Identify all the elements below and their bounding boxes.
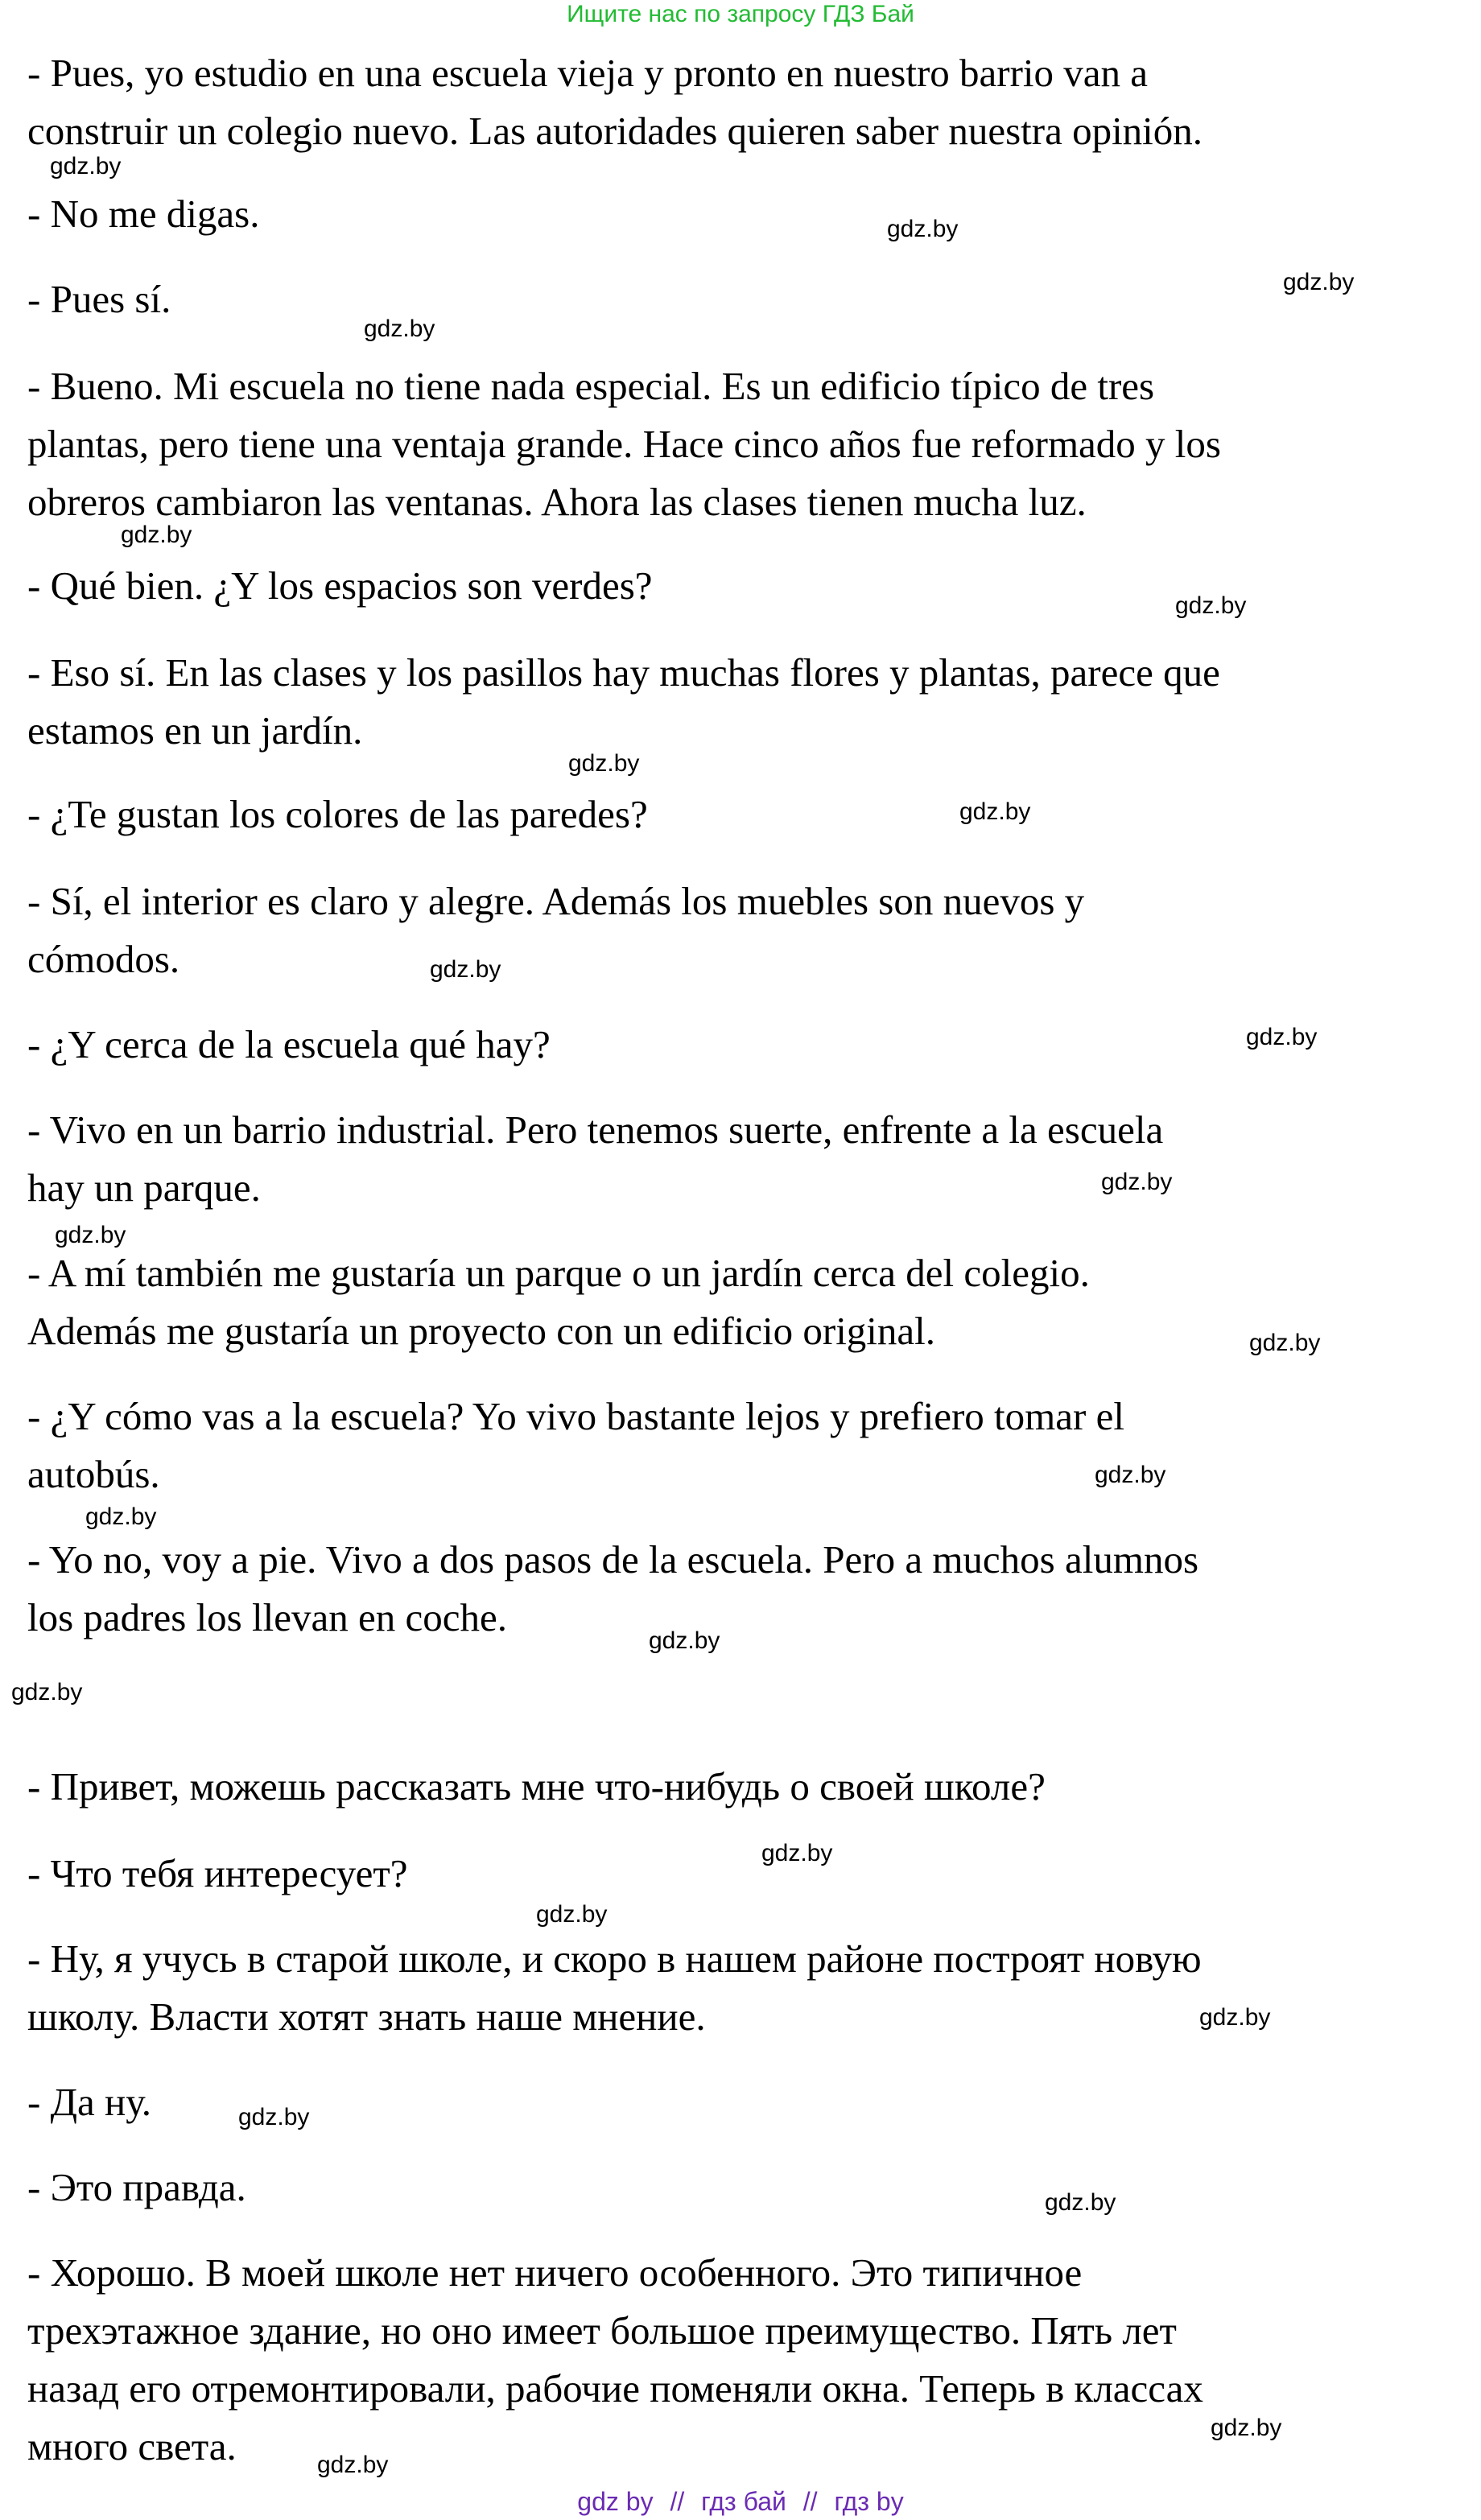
text-line: - Ну, я учусь в старой школе, и скоро в нашем районе построят новую	[27, 1936, 1202, 1981]
text-line: много света.	[27, 2424, 237, 2468]
text-line: школу. Власти хотят знать наше мнение.	[27, 1994, 706, 2039]
text-line: los padres los llevan en coche.	[27, 1595, 507, 1639]
text-line: estamos en un jardín.	[27, 708, 363, 753]
text-line: - Yo no, voy a pie. Vivo a dos pasos de la escuela. Pero a muchos alumnos	[27, 1537, 1199, 1582]
text-line: назад его отремонтировали, рабочие поменяли окна. Теперь в классах	[27, 2366, 1203, 2411]
text-line: - Pues, yo estudio en una escuela vieja y pronto en nuestro barrio van a	[27, 51, 1149, 95]
watermark: gdz.by	[121, 522, 192, 548]
footer-link[interactable]: гдз бай	[701, 2487, 786, 2516]
text-line: hay un parque.	[27, 1165, 261, 1210]
text-line: - Хорошо. В моей школе нет ничего особенного. Это типичное	[27, 2250, 1083, 2295]
text-line: Además me gustaría un proyecto con un edificio original.	[27, 1309, 936, 1353]
text-line: cómodos.	[27, 937, 180, 981]
text-line: - Это правда.	[27, 2165, 246, 2209]
text-line: - ¿Te gustan los colores de las paredes?	[27, 792, 648, 836]
text-line: - Bueno. Mi escuela no tiene nada especial. Es un edificio típico de tres	[27, 364, 1155, 408]
watermark: gdz.by	[1045, 2189, 1116, 2216]
text-line: - Что тебя интересует?	[27, 1851, 408, 1895]
watermark: gdz.by	[761, 1840, 833, 1866]
text-line: - Qué bien. ¿Y los espacios son verdes?	[27, 563, 653, 608]
watermark: gdz.by	[568, 750, 640, 777]
watermark: gdz.by	[317, 2452, 389, 2478]
text-line: obreros cambiaron las ventanas. Ahora las clases tienen mucha luz.	[27, 480, 1087, 524]
text-line: - Sí, el interior es claro y alegre. Además los muebles son nuevos y	[27, 879, 1085, 923]
text-line: - Vivo en un barrio industrial. Pero tenemos suerte, enfrente a la escuela	[27, 1107, 1164, 1152]
text-line: - Привет, можешь рассказать мне что-нибудь о своей школе?	[27, 1764, 1046, 1809]
text-line: - Eso sí. En las clases y los pasillos hay muchas flores y plantas, parece que	[27, 650, 1220, 695]
text-line: construir un colegio nuevo. Las autoridades quieren saber nuestra opinión.	[27, 109, 1203, 153]
text-line: - ¿Y cerca de la escuela qué hay?	[27, 1022, 551, 1066]
watermark: gdz.by	[1283, 269, 1355, 295]
watermark: gdz.by	[11, 1679, 83, 1705]
watermark: gdz.by	[430, 956, 501, 983]
footer-link[interactable]: gdz by	[577, 2487, 654, 2516]
footer-separator: //	[670, 2487, 685, 2516]
watermark: gdz.by	[536, 1901, 608, 1928]
text-line: - ¿Y cómo vas a la escuela? Yo vivo bastante lejos y prefiero tomar el	[27, 1394, 1124, 1438]
top-banner[interactable]: Ищите нас по запросу ГДЗ Бай	[567, 1, 914, 27]
text-line: - A mí también me gustaría un parque o un jardín cerca del colegio.	[27, 1251, 1090, 1295]
watermark: gdz.by	[959, 798, 1031, 825]
text-line: - No me digas.	[27, 192, 260, 236]
footer-link[interactable]: гдз by	[834, 2487, 904, 2516]
watermark: gdz.by	[238, 2104, 310, 2130]
footer-links	[0, 2485, 1481, 2518]
text-line: plantas, pero tiene una ventaja grande. Hace cinco años fue reformado y los	[27, 422, 1221, 466]
watermark: gdz.by	[887, 216, 959, 242]
watermark: gdz.by	[85, 1503, 157, 1530]
watermark: gdz.by	[1175, 592, 1247, 619]
footer-separator: //	[802, 2487, 818, 2516]
watermark: gdz.by	[364, 316, 435, 342]
watermark: gdz.by	[55, 1222, 126, 1248]
watermark: gdz.by	[649, 1627, 720, 1654]
text-line: - Pues sí.	[27, 277, 171, 321]
watermark: gdz.by	[1095, 1462, 1166, 1488]
watermark: gdz.by	[50, 153, 122, 179]
watermark: gdz.by	[1211, 2415, 1282, 2441]
watermark: gdz.by	[1249, 1330, 1321, 1356]
watermark: gdz.by	[1246, 1024, 1318, 1050]
text-line: autobús.	[27, 1452, 160, 1496]
watermark: gdz.by	[1101, 1169, 1173, 1195]
text-line: трехэтажное здание, но оно имеет большое преимущество. Пять лет	[27, 2308, 1177, 2353]
watermark: gdz.by	[1199, 2004, 1271, 2031]
text-line: - Да ну.	[27, 2080, 152, 2124]
